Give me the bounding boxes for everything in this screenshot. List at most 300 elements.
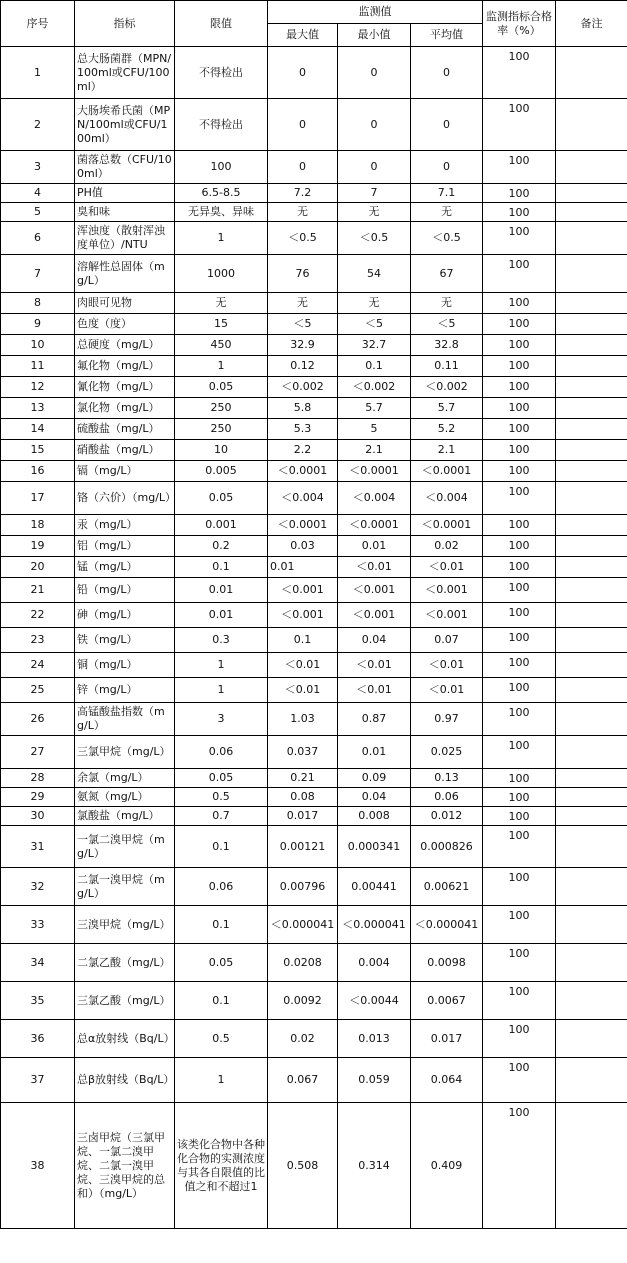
- cell-avg: 67: [411, 255, 483, 293]
- cell-pass-rate: 100: [483, 653, 556, 678]
- cell-avg: 0.025: [411, 736, 483, 769]
- cell-min: 7: [338, 184, 411, 203]
- cell-limit: 0.01: [175, 603, 268, 628]
- cell-pass-rate: 100: [483, 398, 556, 419]
- cell-avg: 2.1: [411, 440, 483, 461]
- cell-min: 0.01: [338, 536, 411, 557]
- cell-avg: ＜0.004: [411, 482, 483, 515]
- cell-avg: ＜5: [411, 314, 483, 335]
- cell-min: 54: [338, 255, 411, 293]
- cell-indicator: 铅（mg/L）: [75, 578, 175, 603]
- cell-note: [556, 1020, 627, 1058]
- cell-indicator: 总α放射线（Bq/L）: [75, 1020, 175, 1058]
- cell-seq: 10: [1, 335, 75, 356]
- cell-note: [556, 440, 627, 461]
- table-row: [1, 1058, 627, 1103]
- cell-avg: 无: [411, 203, 483, 222]
- header-max: 最大值: [268, 24, 338, 47]
- cell-min: 5.7: [338, 398, 411, 419]
- cell-seq: 25: [1, 678, 75, 703]
- cell-pass-rate: 100: [483, 184, 556, 203]
- cell-max: 0.037: [268, 736, 338, 769]
- cell-limit: 3: [175, 703, 268, 736]
- cell-pass-rate: 100: [483, 419, 556, 440]
- cell-max: 5.8: [268, 398, 338, 419]
- cell-avg: 0: [411, 151, 483, 184]
- cell-max: ＜0.001: [268, 578, 338, 603]
- cell-min: 0.00441: [338, 868, 411, 906]
- cell-limit: 1: [175, 222, 268, 255]
- table-row: [1, 203, 627, 222]
- cell-pass-rate: 100: [483, 314, 556, 335]
- cell-seq: 1: [1, 47, 75, 99]
- cell-indicator: 高锰酸盐指数（mg/L）: [75, 703, 175, 736]
- cell-avg: 0: [411, 47, 483, 99]
- table-row: [1, 461, 627, 482]
- cell-seq: 36: [1, 1020, 75, 1058]
- cell-max: 0.01: [268, 557, 338, 578]
- cell-note: [556, 557, 627, 578]
- cell-limit: 250: [175, 419, 268, 440]
- cell-avg: ＜0.002: [411, 377, 483, 398]
- cell-min: 32.7: [338, 335, 411, 356]
- cell-avg: ＜0.001: [411, 603, 483, 628]
- cell-max: 0.03: [268, 536, 338, 557]
- cell-pass-rate: 100: [483, 557, 556, 578]
- cell-limit: 1000: [175, 255, 268, 293]
- cell-note: [556, 377, 627, 398]
- cell-limit: 0.06: [175, 736, 268, 769]
- cell-seq: 16: [1, 461, 75, 482]
- cell-pass-rate: 100: [483, 944, 556, 982]
- cell-avg: 0.06: [411, 788, 483, 807]
- cell-limit: 1: [175, 1058, 268, 1103]
- cell-seq: 15: [1, 440, 75, 461]
- cell-note: [556, 868, 627, 906]
- cell-pass-rate: 100: [483, 335, 556, 356]
- cell-max: ＜0.001: [268, 603, 338, 628]
- header-limit: 限值: [175, 1, 268, 47]
- cell-avg: 0.409: [411, 1103, 483, 1229]
- cell-avg: ＜0.0001: [411, 461, 483, 482]
- cell-note: [556, 419, 627, 440]
- cell-seq: 13: [1, 398, 75, 419]
- cell-pass-rate: 100: [483, 99, 556, 151]
- cell-indicator: 三氯甲烷（mg/L）: [75, 736, 175, 769]
- cell-avg: ＜0.01: [411, 557, 483, 578]
- table-row: [1, 868, 627, 906]
- cell-seq: 7: [1, 255, 75, 293]
- cell-avg: 0.064: [411, 1058, 483, 1103]
- cell-avg: ＜0.000041: [411, 906, 483, 944]
- cell-avg: ＜0.5: [411, 222, 483, 255]
- cell-note: [556, 536, 627, 557]
- cell-seq: 30: [1, 807, 75, 826]
- cell-pass-rate: 100: [483, 826, 556, 868]
- cell-seq: 18: [1, 515, 75, 536]
- cell-pass-rate: 100: [483, 461, 556, 482]
- table-row: [1, 398, 627, 419]
- cell-indicator: 臭和味: [75, 203, 175, 222]
- cell-limit: 不得检出: [175, 99, 268, 151]
- cell-seq: 34: [1, 944, 75, 982]
- table-row: [1, 807, 627, 826]
- cell-max: 0.1: [268, 628, 338, 653]
- cell-max: 0.067: [268, 1058, 338, 1103]
- cell-avg: 5.2: [411, 419, 483, 440]
- cell-note: [556, 151, 627, 184]
- cell-max: ＜0.004: [268, 482, 338, 515]
- cell-indicator: 色度（度）: [75, 314, 175, 335]
- cell-min: ＜0.004: [338, 482, 411, 515]
- cell-pass-rate: 100: [483, 203, 556, 222]
- cell-indicator: 汞（mg/L）: [75, 515, 175, 536]
- table-row: [1, 678, 627, 703]
- cell-avg: 0.07: [411, 628, 483, 653]
- cell-pass-rate: 100: [483, 356, 556, 377]
- cell-limit: 0.06: [175, 868, 268, 906]
- cell-pass-rate: 100: [483, 868, 556, 906]
- cell-pass-rate: 100: [483, 536, 556, 557]
- cell-pass-rate: 100: [483, 603, 556, 628]
- cell-note: [556, 398, 627, 419]
- cell-limit: 无异臭、异味: [175, 203, 268, 222]
- cell-min: 0.1: [338, 356, 411, 377]
- cell-seq: 17: [1, 482, 75, 515]
- table-row: [1, 578, 627, 603]
- cell-avg: 0.0067: [411, 982, 483, 1020]
- cell-indicator: 铁（mg/L）: [75, 628, 175, 653]
- table-row: [1, 557, 627, 578]
- cell-min: 0.09: [338, 769, 411, 788]
- table-row: [1, 788, 627, 807]
- cell-indicator: 余氯（mg/L）: [75, 769, 175, 788]
- cell-indicator: 氰化物（mg/L）: [75, 377, 175, 398]
- cell-avg: 0: [411, 99, 483, 151]
- cell-seq: 35: [1, 982, 75, 1020]
- table-row: [1, 603, 627, 628]
- cell-limit: 100: [175, 151, 268, 184]
- header-min: 最小值: [338, 24, 411, 47]
- cell-max: 1.03: [268, 703, 338, 736]
- cell-max: ＜0.0001: [268, 461, 338, 482]
- cell-max: 76: [268, 255, 338, 293]
- cell-pass-rate: 100: [483, 377, 556, 398]
- cell-max: 7.2: [268, 184, 338, 203]
- header-pass-rate: 监测指标合格率（%）: [483, 1, 556, 47]
- table-row: [1, 736, 627, 769]
- cell-seq: 32: [1, 868, 75, 906]
- cell-seq: 19: [1, 536, 75, 557]
- cell-indicator: 总硬度（mg/L）: [75, 335, 175, 356]
- cell-seq: 31: [1, 826, 75, 868]
- cell-min: 0.000341: [338, 826, 411, 868]
- cell-max: 32.9: [268, 335, 338, 356]
- cell-min: ＜0.5: [338, 222, 411, 255]
- cell-seq: 9: [1, 314, 75, 335]
- table-row: [1, 356, 627, 377]
- cell-seq: 4: [1, 184, 75, 203]
- cell-limit: 6.5-8.5: [175, 184, 268, 203]
- cell-seq: 27: [1, 736, 75, 769]
- table-row: [1, 1020, 627, 1058]
- cell-seq: 2: [1, 99, 75, 151]
- cell-pass-rate: 100: [483, 482, 556, 515]
- cell-avg: 5.7: [411, 398, 483, 419]
- cell-indicator: 总大肠菌群（MPN/100ml或CFU/100ml）: [75, 47, 175, 99]
- header-note: 备注: [556, 1, 627, 47]
- cell-min: ＜0.002: [338, 377, 411, 398]
- cell-min: 0.04: [338, 628, 411, 653]
- cell-seq: 28: [1, 769, 75, 788]
- cell-pass-rate: 100: [483, 769, 556, 788]
- cell-max: 0: [268, 99, 338, 151]
- header-monitor: 监测值: [268, 1, 483, 24]
- cell-min: 0.01: [338, 736, 411, 769]
- cell-seq: 5: [1, 203, 75, 222]
- cell-max: 0.12: [268, 356, 338, 377]
- header-seq: 序号: [1, 1, 75, 47]
- cell-min: ＜0.000041: [338, 906, 411, 944]
- cell-avg: 0.000826: [411, 826, 483, 868]
- table-row: [1, 826, 627, 868]
- cell-min: 0.008: [338, 807, 411, 826]
- cell-limit: 1: [175, 653, 268, 678]
- cell-min: 无: [338, 293, 411, 314]
- cell-min: ＜0.01: [338, 678, 411, 703]
- cell-indicator: 镉（mg/L）: [75, 461, 175, 482]
- cell-seq: 6: [1, 222, 75, 255]
- cell-limit: 0.05: [175, 769, 268, 788]
- cell-max: 0: [268, 151, 338, 184]
- cell-seq: 24: [1, 653, 75, 678]
- cell-limit: 0.05: [175, 944, 268, 982]
- cell-limit: 无: [175, 293, 268, 314]
- cell-min: 0: [338, 151, 411, 184]
- cell-indicator: 三卤甲烷（三氯甲烷、一氯二溴甲烷、二氯一溴甲烷、三溴甲烷的总和）（mg/L）: [75, 1103, 175, 1229]
- table-row: [1, 151, 627, 184]
- table-row: [1, 769, 627, 788]
- cell-max: 0.21: [268, 769, 338, 788]
- cell-pass-rate: 100: [483, 293, 556, 314]
- cell-limit: 0.01: [175, 578, 268, 603]
- cell-note: [556, 99, 627, 151]
- cell-avg: 0.97: [411, 703, 483, 736]
- cell-note: [556, 653, 627, 678]
- cell-note: [556, 293, 627, 314]
- cell-indicator: 一氯二溴甲烷（mg/L）: [75, 826, 175, 868]
- cell-indicator: 铜（mg/L）: [75, 653, 175, 678]
- cell-note: [556, 944, 627, 982]
- cell-indicator: 三氯乙酸（mg/L）: [75, 982, 175, 1020]
- cell-note: [556, 356, 627, 377]
- cell-min: ＜0.0044: [338, 982, 411, 1020]
- table-row: [1, 419, 627, 440]
- cell-avg: 32.8: [411, 335, 483, 356]
- cell-min: 0.314: [338, 1103, 411, 1229]
- cell-note: [556, 788, 627, 807]
- cell-note: [556, 736, 627, 769]
- cell-avg: ＜0.001: [411, 578, 483, 603]
- cell-min: 0.013: [338, 1020, 411, 1058]
- header-indicator: 指标: [75, 1, 175, 47]
- cell-seq: 21: [1, 578, 75, 603]
- cell-limit: 0.1: [175, 557, 268, 578]
- cell-indicator: 二氯乙酸（mg/L）: [75, 944, 175, 982]
- cell-avg: 0.0098: [411, 944, 483, 982]
- cell-indicator: 锌（mg/L）: [75, 678, 175, 703]
- cell-indicator: 铝（mg/L）: [75, 536, 175, 557]
- cell-seq: 22: [1, 603, 75, 628]
- cell-pass-rate: 100: [483, 906, 556, 944]
- cell-indicator: 菌落总数（CFU/100ml）: [75, 151, 175, 184]
- table-row: [1, 703, 627, 736]
- table-row: [1, 515, 627, 536]
- cell-indicator: 硝酸盐（mg/L）: [75, 440, 175, 461]
- cell-note: [556, 1058, 627, 1103]
- cell-pass-rate: 100: [483, 1020, 556, 1058]
- table-row: [1, 536, 627, 557]
- cell-max: 0.017: [268, 807, 338, 826]
- table-row: [1, 255, 627, 293]
- cell-min: ＜0.001: [338, 578, 411, 603]
- cell-seq: 14: [1, 419, 75, 440]
- cell-note: [556, 603, 627, 628]
- cell-max: 0.00796: [268, 868, 338, 906]
- cell-note: [556, 769, 627, 788]
- cell-indicator: 氨氮（mg/L）: [75, 788, 175, 807]
- cell-limit: 250: [175, 398, 268, 419]
- cell-note: [556, 515, 627, 536]
- cell-max: 0.508: [268, 1103, 338, 1229]
- cell-note: [556, 1103, 627, 1229]
- cell-min: ＜0.0001: [338, 515, 411, 536]
- cell-seq: 23: [1, 628, 75, 653]
- table-row: [1, 47, 627, 99]
- cell-max: ＜0.002: [268, 377, 338, 398]
- cell-limit: 0.1: [175, 906, 268, 944]
- cell-indicator: 铬（六价）（mg/L）: [75, 482, 175, 515]
- cell-note: [556, 47, 627, 99]
- cell-min: 0.87: [338, 703, 411, 736]
- cell-min: 0.04: [338, 788, 411, 807]
- cell-note: [556, 222, 627, 255]
- cell-min: ＜0.001: [338, 603, 411, 628]
- cell-seq: 38: [1, 1103, 75, 1229]
- cell-limit: 1: [175, 678, 268, 703]
- cell-note: [556, 184, 627, 203]
- cell-avg: 7.1: [411, 184, 483, 203]
- cell-pass-rate: 100: [483, 255, 556, 293]
- table-row: [1, 1103, 627, 1229]
- cell-indicator: 肉眼可见物: [75, 293, 175, 314]
- cell-pass-rate: 100: [483, 1058, 556, 1103]
- cell-max: 0.02: [268, 1020, 338, 1058]
- cell-min: ＜5: [338, 314, 411, 335]
- cell-min: 2.1: [338, 440, 411, 461]
- cell-seq: 37: [1, 1058, 75, 1103]
- cell-indicator: 氟化物（mg/L）: [75, 356, 175, 377]
- cell-limit: 15: [175, 314, 268, 335]
- cell-max: 无: [268, 203, 338, 222]
- cell-note: [556, 461, 627, 482]
- cell-pass-rate: 100: [483, 515, 556, 536]
- table-row: [1, 906, 627, 944]
- cell-indicator: 砷（mg/L）: [75, 603, 175, 628]
- cell-avg: 0.13: [411, 769, 483, 788]
- table-row: [1, 482, 627, 515]
- header-avg: 平均值: [411, 24, 483, 47]
- cell-max: ＜0.01: [268, 678, 338, 703]
- cell-min: 0: [338, 47, 411, 99]
- cell-min: ＜0.01: [338, 557, 411, 578]
- cell-note: [556, 482, 627, 515]
- cell-max: 0.0092: [268, 982, 338, 1020]
- table-row: [1, 982, 627, 1020]
- cell-pass-rate: 100: [483, 440, 556, 461]
- cell-limit: 0.05: [175, 482, 268, 515]
- cell-pass-rate: 100: [483, 151, 556, 184]
- cell-limit: 0.05: [175, 377, 268, 398]
- cell-indicator: 浑浊度（散射浑浊度单位）/NTU: [75, 222, 175, 255]
- cell-seq: 29: [1, 788, 75, 807]
- cell-limit: 0.1: [175, 826, 268, 868]
- cell-indicator: 三溴甲烷（mg/L）: [75, 906, 175, 944]
- cell-seq: 20: [1, 557, 75, 578]
- cell-min: ＜0.0001: [338, 461, 411, 482]
- cell-note: [556, 982, 627, 1020]
- cell-max: ＜0.0001: [268, 515, 338, 536]
- cell-avg: ＜0.0001: [411, 515, 483, 536]
- cell-limit: 不得检出: [175, 47, 268, 99]
- cell-note: [556, 578, 627, 603]
- cell-note: [556, 807, 627, 826]
- cell-min: ＜0.01: [338, 653, 411, 678]
- cell-indicator: 氯酸盐（mg/L）: [75, 807, 175, 826]
- cell-min: 0.059: [338, 1058, 411, 1103]
- cell-note: [556, 628, 627, 653]
- cell-avg: 0.02: [411, 536, 483, 557]
- cell-limit: 0.5: [175, 788, 268, 807]
- cell-max: 0.00121: [268, 826, 338, 868]
- header-row-1: [1, 1, 627, 24]
- cell-seq: 3: [1, 151, 75, 184]
- table-row: [1, 944, 627, 982]
- cell-avg: 0.11: [411, 356, 483, 377]
- cell-indicator: 溶解性总固体（mg/L）: [75, 255, 175, 293]
- cell-note: [556, 314, 627, 335]
- cell-note: [556, 335, 627, 356]
- cell-note: [556, 826, 627, 868]
- cell-limit: 0.7: [175, 807, 268, 826]
- table-row: [1, 335, 627, 356]
- cell-max: ＜0.5: [268, 222, 338, 255]
- cell-min: 0: [338, 99, 411, 151]
- cell-avg: 0.017: [411, 1020, 483, 1058]
- cell-pass-rate: 100: [483, 578, 556, 603]
- cell-max: ＜0.01: [268, 653, 338, 678]
- cell-max: 2.2: [268, 440, 338, 461]
- cell-pass-rate: 100: [483, 703, 556, 736]
- cell-note: [556, 678, 627, 703]
- cell-indicator: PH值: [75, 184, 175, 203]
- cell-pass-rate: 100: [483, 222, 556, 255]
- cell-max: 0.0208: [268, 944, 338, 982]
- cell-indicator: 氯化物（mg/L）: [75, 398, 175, 419]
- cell-max: 0.08: [268, 788, 338, 807]
- cell-limit: 1: [175, 356, 268, 377]
- cell-seq: 11: [1, 356, 75, 377]
